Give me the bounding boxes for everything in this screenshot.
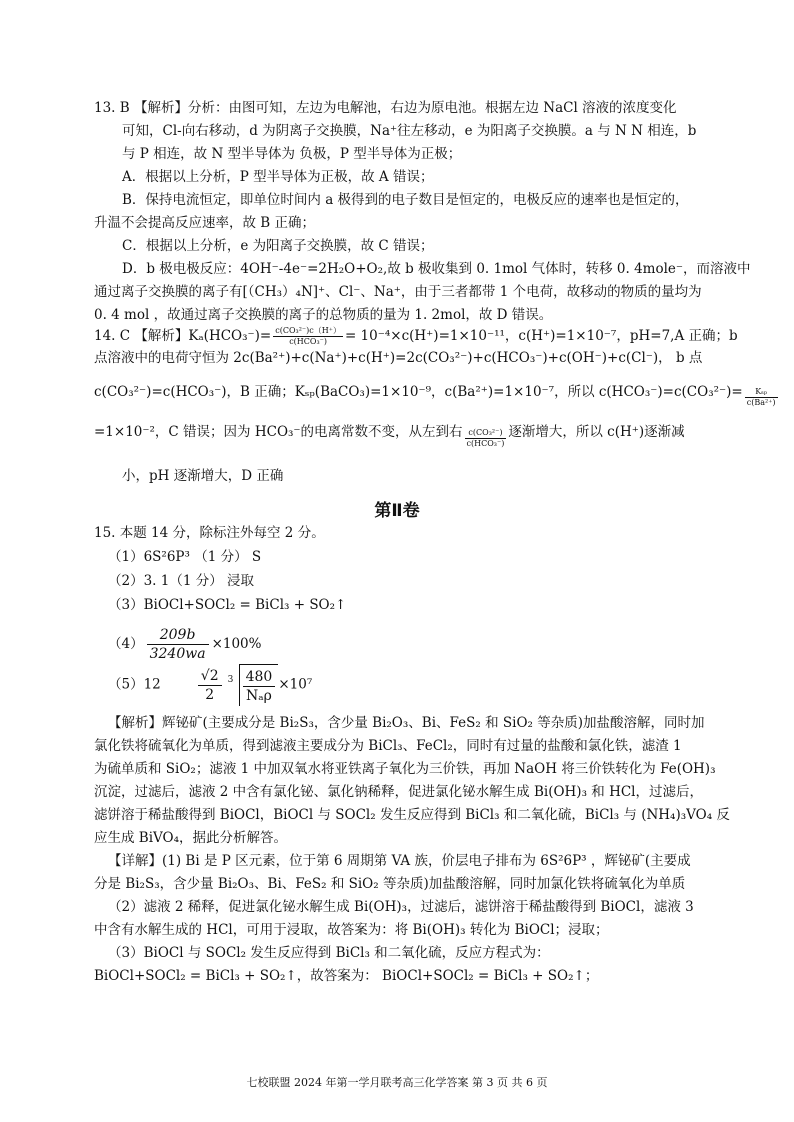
q15-answer-5-radicand <box>239 664 279 706</box>
q15-analysis-6: 应生成 BiVO₄，据此分析解答。 <box>94 830 288 846</box>
page-footer: 七校联盟 2024 年第一学月联考高三化学答案 第 3 页 共 6 页 <box>246 1076 548 1089</box>
q15-answer-4 <box>108 624 261 664</box>
q14-line-4-tail: 逐渐增大，所以 c(H⁺)逐渐减 <box>508 424 685 440</box>
q15-detail-3: （2）滤液 2 稀释，促进氯化铋水解生成 Bi(OH)₃，过滤后，滤饼溶于稀盐酸得到 BiOCl，滤液 3 <box>108 899 694 915</box>
q15-answer-4-label: （4） <box>108 636 144 652</box>
q15-answer-5-root-index: 3 <box>227 675 234 685</box>
q13-line-6: 升温不会提高反应速率，故 B 正确； <box>94 215 316 231</box>
q15-answer-4-denominator: 3240wa <box>149 646 206 662</box>
q15-detail-1: 【详解】(1) Bi 是 P 区元素，位于第 6 周期第 VA 族，价层电子排布为 6S²6P³ ，辉铋矿(主要成 <box>108 853 691 869</box>
q13-line-3: 与 P 相连，故 N 型半导体为 负极，P 型半导体为正极； <box>122 146 462 162</box>
q15-detail-5: （3）BiOCl 与 SOCl₂ 发生反应得到 BiCl₃ 和二氧化硫，反应方程式为： <box>108 945 550 961</box>
q15-analysis-4: 沉淀，过滤后，滤液 2 中含有氯化铋、氯化钠稀释，促进氯化铋水解生成 Bi(OH)₃ 和 HCl，过滤后， <box>94 784 703 800</box>
q14-line-5: 小，pH 逐渐增大，D 正确 <box>122 468 284 484</box>
q15-answer-5-coefficient <box>198 667 222 704</box>
q15-heading: 15. 本题 14 分，除标注外每空 2 分。 <box>94 525 325 541</box>
q15-detail-4: 中含有水解生成的 HCl，可用于浸取，故答案为：将 Bi(OH)₃ 转化为 BiOCl；浸取； <box>94 922 609 938</box>
q14-ksp-denominator: c(Ba²⁺) <box>746 398 776 407</box>
q14-ka-fraction <box>273 326 343 347</box>
q14-ka-numerator: c(CO₃²⁻)c（H⁺） <box>275 326 341 335</box>
q14-ksp-numerator: Kₛₚ <box>745 387 778 398</box>
q14-line-3 <box>94 377 780 408</box>
q14-ratio-numerator: c(CO₃²⁻) <box>465 428 507 439</box>
q13-line-9: 通过离子交换膜的离子有[（CH₃）₄N]⁺、Cl⁻、Na⁺，由于三者都带 1 个电荷，故移动的物质的量均为 <box>94 284 702 300</box>
q15-analysis-5: 滤饼溶于稀盐酸得到 BiOCl，BiOCl 与 SOCl₂ 发生反应得到 BiCl₃ 和二氧化硫，BiCl₃ 与 (NH₄)₃VO₄ 反 <box>94 807 730 823</box>
q14-ratio-fraction <box>465 428 507 449</box>
q14-ksp-fraction <box>745 387 778 408</box>
q15-answer-5-tail: ×10⁷ <box>278 676 313 693</box>
q13-line-2: 可知，Cl-向右移动，d 为阴离子交换膜，Na⁺往左移动，e 为阳离子交换膜。a 与 N N 相连，b <box>122 123 697 139</box>
q14-ratio-denominator: c(HCO₃⁻) <box>466 439 505 448</box>
q15-answer-5 <box>108 664 312 706</box>
section-title: 第Ⅱ卷 <box>374 501 420 521</box>
q14-line-4-text: =1×10⁻²，C 错误；因为 HCO₃⁻的电离常数不变，从左到右 <box>94 424 463 440</box>
q15-answer-5-sqrt2: √2 <box>198 667 222 686</box>
q13-line-1: 13. B 【解析】分析：由图可知，左边为电解池，右边为原电池。根据左边 NaCl 溶液的浓度变化 <box>94 100 677 116</box>
q15-answer-1: （1）6S²6P³ （1 分） S <box>108 549 262 565</box>
q15-answer-5-cube-root <box>229 664 279 706</box>
q15-answer-4-numerator: 209b <box>147 626 209 645</box>
q15-detail-2: 分是 Bi₂S₃，含少量 Bi₂O₃、Bi、FeS₂ 和 SiO₂ 等杂质)加盐酸溶解，同时加氯化铁将硫氧化为单质 <box>94 876 686 892</box>
q15-answer-5-radicand-numerator: 480 <box>243 668 276 687</box>
q15-analysis-3: 为硫单质和 SiO₂；滤液 1 中加双氧水将亚铁离子氧化为三价铁，再加 NaOH 将三价铁转化为 Fe(OH)₃ <box>94 761 716 777</box>
q14-ka-label: 14. C 【解析】Kₐ(HCO₃⁻)= <box>94 328 272 344</box>
q14-line-2: 点溶液中的电荷守恒为 2c(Ba²⁺)+c(Na⁺)+c(H⁺)=2c(CO₃²⁻)+c(HCO₃⁻)+c(OH⁻)+c(Cl⁻)， b 点 <box>94 350 703 366</box>
q14-ka-denominator: c(HCO₃⁻) <box>289 337 327 346</box>
q13-option-c: C．根据以上分析，e 为阳离子交换膜，故 C 错误； <box>122 238 434 254</box>
q14-line-3-text: c(CO₃²⁻)=c(HCO₃⁻)，B 正确；Kₛₚ(BaCO₃)=1×10⁻⁹，c(Ba²⁺)=1×10⁻⁷，所以 c(HCO₃⁻)=c(CO₃²⁻)= <box>94 384 743 400</box>
q15-answer-5-two: 2 <box>205 686 215 703</box>
q15-answer-5-radicand-fraction <box>243 668 276 705</box>
q15-answer-4-tail: ×100% <box>211 636 262 652</box>
q15-analysis-2: 氯化铁将硫氧化为单质，得到滤液主要成分为 BiCl₃、FeCl₂，同时有过量的盐酸和氯化铁，滤渣 1 <box>94 738 682 754</box>
q13-option-a: A．根据以上分析，P 型半导体为正极，故 A 错误； <box>122 169 434 185</box>
q15-answer-5-radicand-denominator: Nₐρ <box>246 688 272 704</box>
q13-option-b: B．保持电流恒定，即单位时间内 a 极得到的电子数目是恒定的，电极反应的速率也是恒定的， <box>122 192 689 208</box>
q14-ka-result: = 10⁻⁴×c(H⁺)=1×10⁻¹¹，c(H⁺)=1×10⁻⁷，pH=7,A 正确；b <box>344 328 738 344</box>
q15-answer-3: （3）BiOCl+SOCl₂ = BiCl₃ + SO₂↑ <box>108 597 347 613</box>
q14-line-1 <box>94 326 738 347</box>
q13-line-10: 0. 4 mol ，故通过离子交换膜的离子的总物质的量为 1. 2mol，故 D 错误。 <box>94 307 553 323</box>
q14-line-4 <box>94 416 685 449</box>
q15-answer-4-fraction <box>147 626 209 663</box>
q15-answer-2: （2）3. 1（1 分） 浸取 <box>108 573 255 589</box>
q15-detail-6: BiOCl+SOCl₂ = BiCl₃ + SO₂↑，故答案为： BiOCl+SOCl₂ = BiCl₃ + SO₂↑； <box>94 968 599 984</box>
q15-answer-5-label: （5）12 <box>108 676 161 693</box>
q13-option-d: D．b 极电极反应：4OH⁻-4e⁻=2H₂O+O₂,故 b 极收集到 0. 1mol 气体时，转移 0. 4mole⁻，而溶液中 <box>122 261 751 277</box>
q15-analysis-1: 【解析】辉铋矿(主要成分是 Bi₂S₃，含少量 Bi₂O₃、Bi、FeS₂ 和 SiO₂ 等杂质)加盐酸溶解，同时加 <box>108 715 705 731</box>
